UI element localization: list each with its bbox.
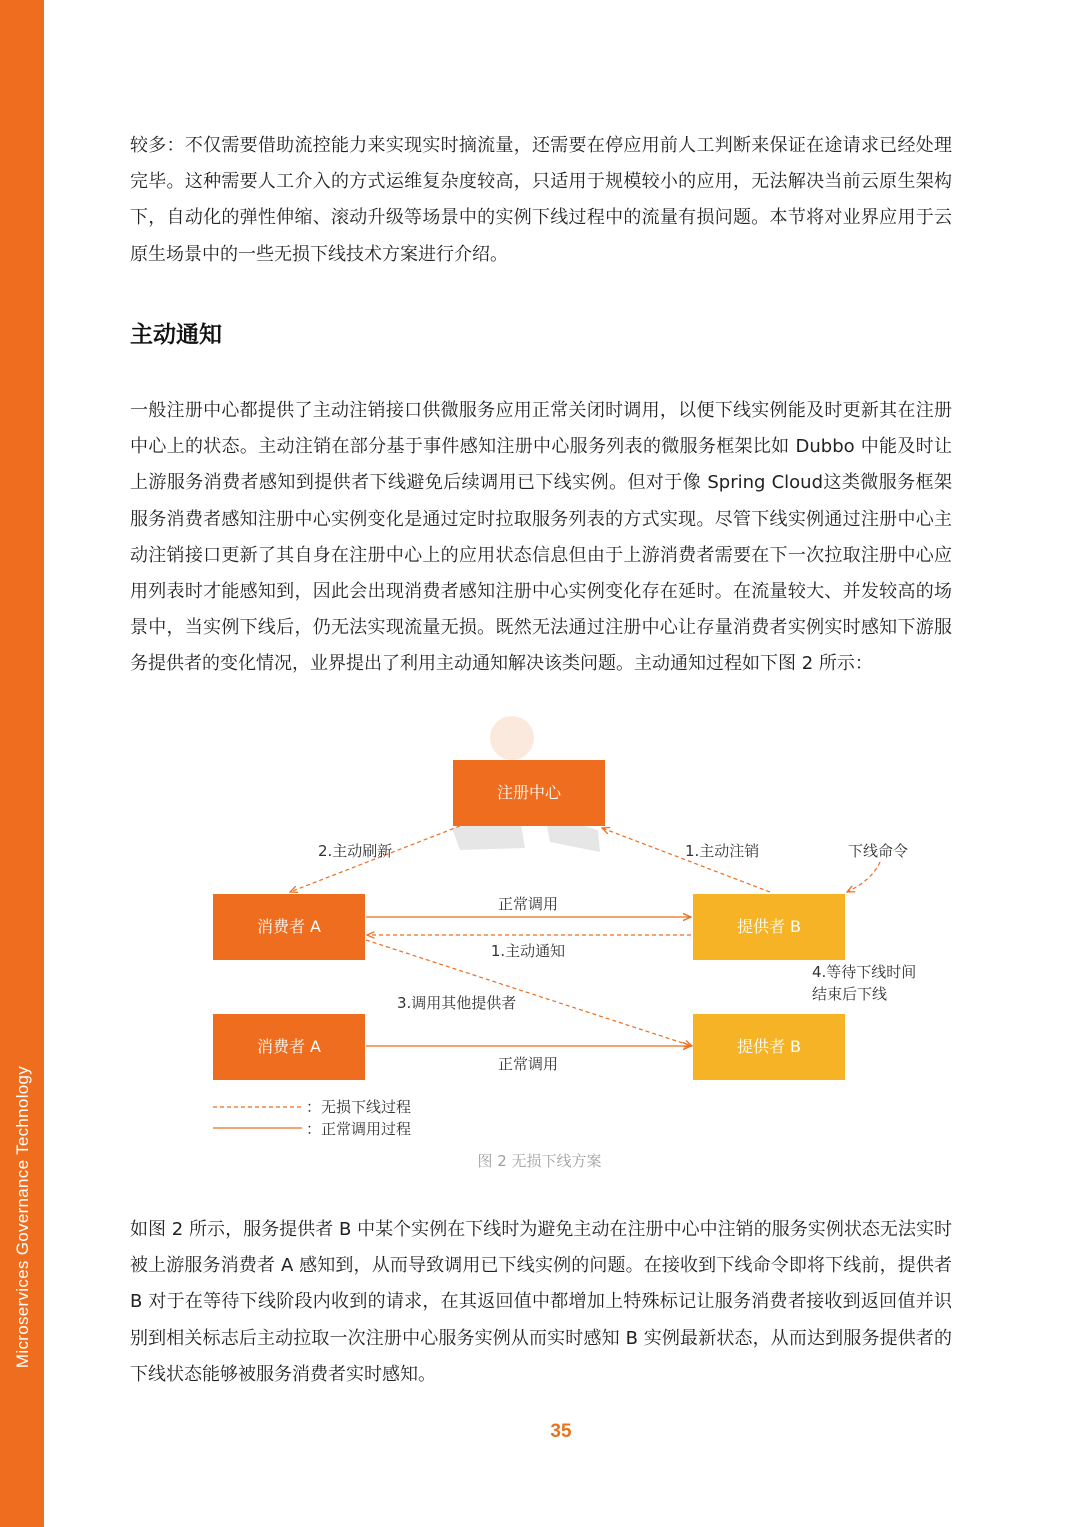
label-active-notify: 1.主动通知 (490, 942, 566, 960)
side-title: Microservices Governance Technology (13, 1065, 32, 1369)
figure-caption: 图 2 无损下线方案 (477, 1152, 602, 1170)
offline-command-arrow (847, 862, 880, 892)
consumer-a-label-2: 消费者 A (256, 1037, 322, 1056)
intro-paragraph: 较多：不仅需要借助流控能力来实现实时摘流量，还需要在停应用前人工判断来保证在途请求已经处理完毕。这种需要人工介入的方式运维复杂度较高，只适用于规模较小的应用，无法解决当前云原生架构下，自动化的弹性伸缩、滚动升级等场景中的实例下线过程中的流量有损问题。本节将对业界应用于云原生场景中的一些无损下线技术方案进行介绍。 (130, 135, 952, 265)
label-wait-line1: 4.等待下线时间 (812, 963, 917, 981)
label-active-deregister: 1.主动注销 (685, 842, 760, 860)
label-active-refresh: 2.主动刷新 (318, 842, 393, 860)
body-paragraph: 一般注册中心都提供了主动注销接口供微服务应用正常关闭时调用，以便下线实例能及时更新其在注册中心上的状态。主动注销在部分基于事件感知注册中心服务列表的微服务框架比如 Dubbo 中能及时让上游服务消费者感知到提供者下线避免后续调用已下线实例。但对于像 Spring Cloud这类微服务框架服务消费者感知注册中心实例变化是通过定时拉取服务列表的方式实现。尽管下线实例通过注册中心主动注销接口更新了其自身在注册中心上的应用状态信息但由于上游消费者需要在下一次拉取注册中心应用列表时才能感知到，因此会出现消费者感知注册中心实例变化存在延时。在流量较大、并发较高的场景中，当实例下线后，仍无法实现流量无损。既然无法通过注册中心让存量消费者实例实时感知下游服务提供者的变化情况，业界提出了利用主动通知解决该类问题。主动通知过程如下图 2 所示： (130, 400, 952, 675)
label-normal-call-2: 正常调用 (497, 1055, 559, 1073)
legend-dashed-text: ：无损下线过程 (306, 1098, 412, 1116)
provider-b-label-2: 提供者 B (736, 1037, 802, 1056)
label-wait-line2: 结束后下线 (812, 985, 888, 1003)
active-deregister-arrow (602, 828, 770, 892)
label-call-other: 3.调用其他提供者 (397, 994, 517, 1012)
label-offline-command: 下线命令 (848, 842, 909, 860)
registry-label: 注册中心 (496, 783, 562, 802)
section-heading: 主动通知 (130, 322, 222, 348)
provider-b-label-1: 提供者 B (736, 917, 802, 936)
consumer-a-label-1: 消费者 A (256, 917, 322, 936)
label-normal-call-1: 正常调用 (497, 895, 559, 913)
page-number: 35 (550, 1421, 572, 1442)
after-figure-paragraph: 如图 2 所示，服务提供者 B 中某个实例在下线时为避免主动在注册中心中注销的服务实例状态无法实时被上游服务消费者 A 感知到，从而导致调用已下线实例的问题。在接收到下线命令即将下线前，提供者 B 对于在等待下线阶段内收到的请求，在其返回值中都增加上特殊标记让服务消费者接收到返回值并识别到相关标志后主动拉取一次注册中心服务实例从而实时感知 B 实例最新状态，从而达到服务提供者的下线状态能够被服务消费者实时感知。 (130, 1219, 952, 1385)
legend-solid-text: ：正常调用过程 (306, 1120, 412, 1138)
